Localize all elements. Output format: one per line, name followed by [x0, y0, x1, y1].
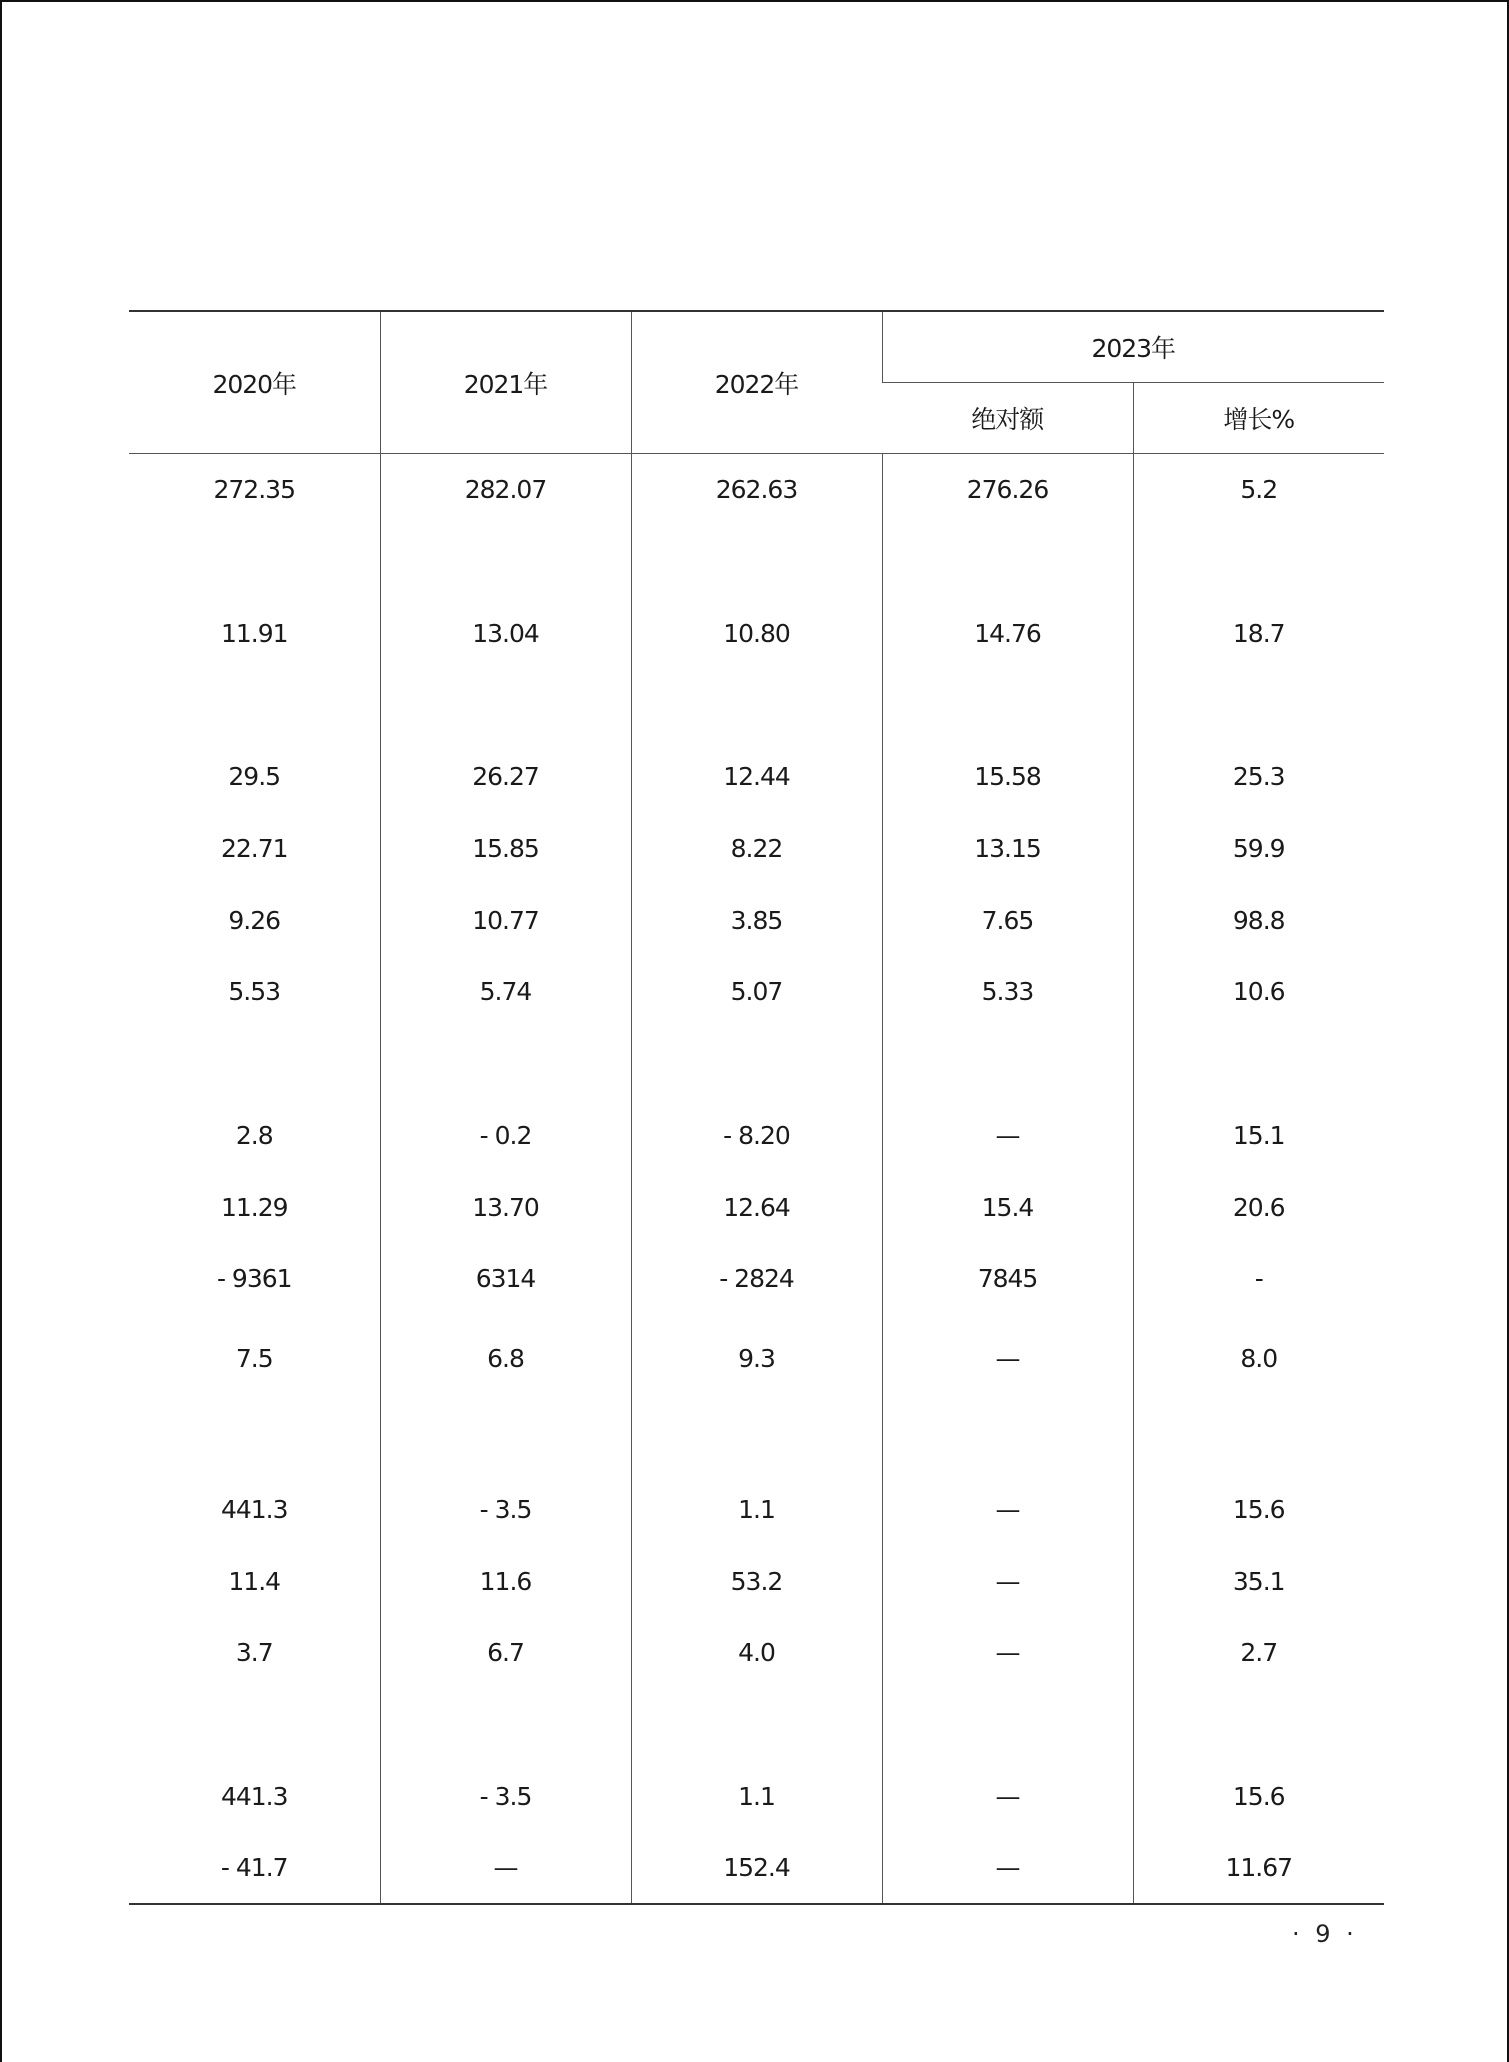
table-row: [129, 1100, 1384, 1172]
table-row: [129, 1474, 1384, 1546]
table-cell: 11.67: [1133, 1832, 1384, 1904]
table-cell: 11.6: [380, 1545, 631, 1617]
table-cell: [631, 669, 882, 741]
table-row: [129, 813, 1384, 885]
table-cell: - 41.7: [220, 1853, 288, 1883]
table-cell: 2.7: [1133, 1617, 1384, 1689]
table-cell: [1133, 1689, 1384, 1761]
table-cell: 7845: [882, 1243, 1133, 1315]
table-cell: 3.7: [235, 1638, 273, 1668]
table-cell: [882, 1402, 1133, 1474]
table-cell: 18.7: [1133, 597, 1384, 669]
table-cell: 6.7: [380, 1617, 631, 1689]
table-cell: 29.5: [228, 762, 281, 792]
table-cell: 9.26: [228, 905, 281, 935]
table-cell: 22.71: [220, 833, 288, 863]
table-cell: [631, 525, 882, 597]
header-absolute: 绝对额: [971, 405, 1044, 434]
table-row: [129, 1243, 1384, 1315]
table-row: [129, 1761, 1384, 1833]
table-cell: [882, 669, 1133, 741]
table-cell: [882, 525, 1133, 597]
table-cell: 10.6: [1133, 956, 1384, 1028]
table-cell: —: [882, 1617, 1133, 1689]
table-cell: 441.3: [220, 1495, 288, 1525]
table-row: [129, 597, 1384, 669]
table-cell: 6314: [380, 1243, 631, 1315]
table-cell: 11.4: [228, 1566, 281, 1596]
table-cell: 8.22: [631, 813, 882, 885]
table-cell: 13.70: [380, 1171, 631, 1243]
table-cell: —: [882, 1474, 1133, 1546]
table-cell: [129, 1689, 380, 1761]
page-number: · 9 ·: [1292, 1920, 1358, 1948]
table-cell: - 8.20: [631, 1100, 882, 1172]
table-cell: 7.65: [882, 884, 1133, 956]
table-row: [129, 1832, 1384, 1904]
table-cell: 10.77: [380, 884, 631, 956]
table-cell: [380, 1402, 631, 1474]
table-cell: 15.85: [380, 813, 631, 885]
table-cell: 59.9: [1133, 813, 1384, 885]
table-cell: 276.26: [882, 454, 1133, 526]
table-row: [129, 1315, 1384, 1402]
table-cell: 12.64: [631, 1171, 882, 1243]
table-row: [129, 525, 1384, 597]
table-cell: 1.1: [631, 1474, 882, 1546]
table-cell: 5.07: [631, 956, 882, 1028]
table-cell: 11.91: [220, 618, 288, 648]
table-cell: 5.2: [1133, 454, 1384, 526]
table-cell: —: [882, 1832, 1133, 1904]
table-cell: 3.85: [631, 884, 882, 956]
table-cell: 98.8: [1133, 884, 1384, 956]
table-row: [129, 1689, 1384, 1761]
table-cell: [1133, 1028, 1384, 1100]
table-row: [129, 1545, 1384, 1617]
table-cell: —: [882, 1100, 1133, 1172]
table-cell: [631, 1028, 882, 1100]
table-cell: 282.07: [380, 454, 631, 526]
table-cell: - 3.5: [380, 1761, 631, 1833]
table-cell: 25.3: [1133, 741, 1384, 813]
table-cell: -: [1133, 1243, 1384, 1315]
table-row: [129, 1028, 1384, 1100]
table-cell: [129, 525, 380, 597]
table-cell: 14.76: [882, 597, 1133, 669]
table-cell: 9.3: [631, 1315, 882, 1402]
table-cell: [1133, 1402, 1384, 1474]
table-cell: [631, 1689, 882, 1761]
table-cell: 1.1: [631, 1761, 882, 1833]
table-cell: [1133, 525, 1384, 597]
table-cell: [380, 669, 631, 741]
header-2021: 2021年: [380, 311, 631, 454]
table-header: [129, 311, 1384, 454]
table-cell: 20.6: [1133, 1171, 1384, 1243]
table-cell: 12.44: [631, 741, 882, 813]
table-cell: 15.58: [882, 741, 1133, 813]
table-cell: [129, 1028, 380, 1100]
header-2023: 2023年: [882, 311, 1384, 383]
table-cell: [380, 1689, 631, 1761]
table-body: [129, 454, 1384, 1905]
table-cell: 5.74: [380, 956, 631, 1028]
table-cell: 13.15: [882, 813, 1133, 885]
table-cell: 5.53: [228, 977, 281, 1007]
table-cell: [882, 1689, 1133, 1761]
table-row: [129, 454, 1384, 526]
table-row: [129, 1617, 1384, 1689]
table-row: [129, 956, 1384, 1028]
table-cell: 152.4: [631, 1832, 882, 1904]
table-cell: 15.6: [1133, 1474, 1384, 1546]
table-cell: [631, 1402, 882, 1474]
table-cell: —: [882, 1545, 1133, 1617]
statistics-table: [129, 310, 1384, 1905]
table-cell: 5.33: [882, 956, 1133, 1028]
table-cell: —: [380, 1832, 631, 1904]
table-cell: 10.80: [631, 597, 882, 669]
table-cell: 53.2: [631, 1545, 882, 1617]
table-cell: 8.0: [1133, 1315, 1384, 1402]
table-cell: 11.29: [220, 1192, 288, 1222]
table-cell: 6.8: [380, 1315, 631, 1402]
table-cell: 15.1: [1133, 1100, 1384, 1172]
table-row: [129, 1402, 1384, 1474]
table-cell: [1133, 669, 1384, 741]
table-cell: 7.5: [235, 1343, 273, 1373]
table-cell: 15.6: [1133, 1761, 1384, 1833]
table-cell: —: [882, 1315, 1133, 1402]
table-cell: —: [882, 1761, 1133, 1833]
header-2022: 2022年: [631, 311, 882, 454]
table-cell: 13.04: [380, 597, 631, 669]
table-row: [129, 741, 1384, 813]
table-cell: 4.0: [631, 1617, 882, 1689]
table-cell: 272.35: [213, 475, 295, 505]
table-cell: - 9361: [216, 1264, 292, 1294]
table-cell: 2.8: [235, 1120, 273, 1150]
table-cell: 15.4: [882, 1171, 1133, 1243]
table-cell: [882, 1028, 1133, 1100]
table-cell: [129, 669, 380, 741]
header-growth: 增长%: [1133, 383, 1384, 454]
table-cell: 441.3: [220, 1782, 288, 1812]
table-cell: 35.1: [1133, 1545, 1384, 1617]
table-cell: - 2824: [631, 1243, 882, 1315]
table-row: [129, 884, 1384, 956]
table-cell: - 0.2: [380, 1100, 631, 1172]
table-cell: [129, 1402, 380, 1474]
header-2020: 2020年: [212, 369, 297, 399]
table-row: [129, 669, 1384, 741]
table-cell: [380, 1028, 631, 1100]
table-row: [129, 1171, 1384, 1243]
table-cell: [380, 525, 631, 597]
table-cell: - 3.5: [380, 1474, 631, 1546]
table-cell: 26.27: [380, 741, 631, 813]
table-cell: 262.63: [631, 454, 882, 526]
